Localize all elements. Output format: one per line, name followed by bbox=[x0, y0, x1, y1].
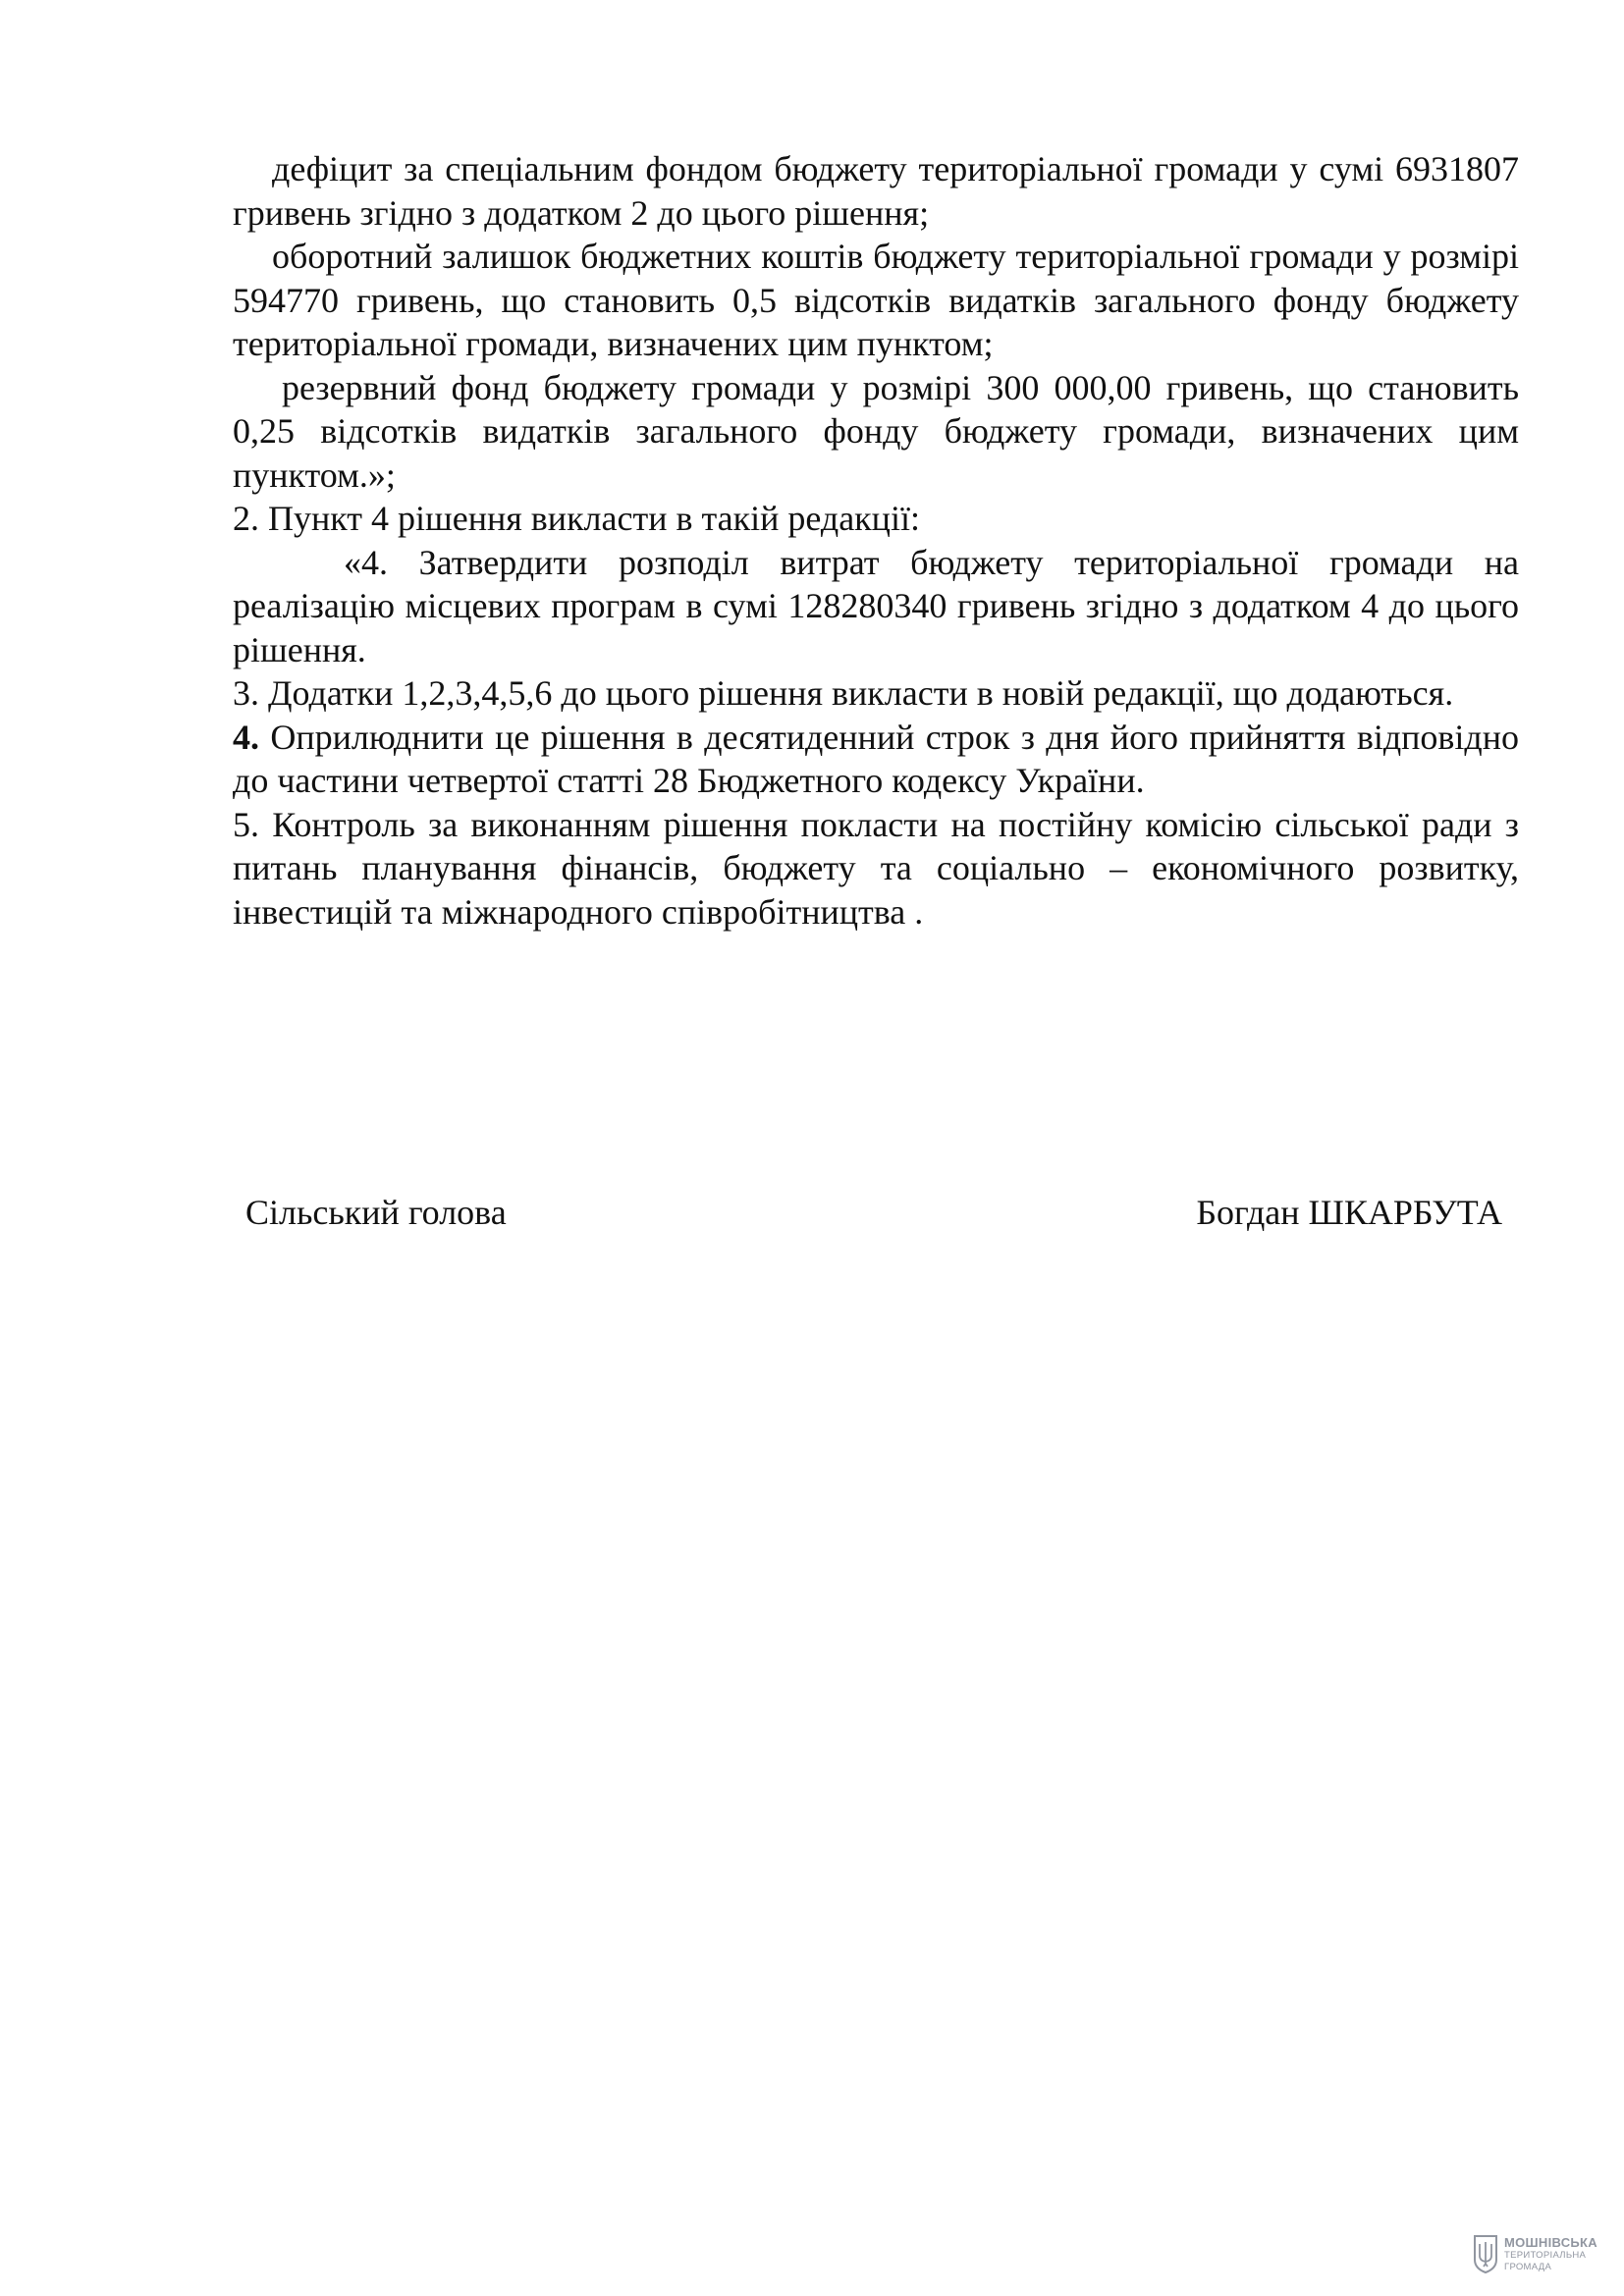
trident-emblem-icon bbox=[1473, 2234, 1498, 2273]
logo-text bbox=[1504, 2236, 1597, 2271]
paragraph-item-2: 2. Пункт 4 рішення викласти в такій редакції: bbox=[233, 499, 920, 538]
signature-name: Богдан ШКАРБУТА bbox=[1196, 1193, 1502, 1232]
paragraph-item-4 bbox=[233, 716, 1519, 803]
community-logo bbox=[1473, 2228, 1610, 2279]
paragraph-item-5: 5. Контроль за виконанням рішення покласти на постійну комісію сільської ради з питань планування фінансів, бюджету та соціально – економічного розвитку, інвестицій та міжнародного співробітництва . bbox=[233, 804, 1519, 932]
document-body bbox=[233, 147, 1519, 934]
item-4-number: 4. bbox=[233, 717, 259, 757]
signature-block bbox=[245, 1191, 1502, 1234]
logo-line-2: ТЕРИТОРІАЛЬНА bbox=[1504, 2250, 1587, 2261]
paragraph-reserve-fund: резервний фонд бюджету громади у розмірі 300 000,00 гривень, що становить 0,25 відсотків видатків загального фонду бюджету громади, визначених цим пунктом.»; bbox=[233, 367, 1519, 495]
paragraph-special-fund-deficit: дефіцит за спеціальним фондом бюджету територіальної громади у сумі 6931807 гривень згідно з додатком 2 до цього рішення; bbox=[233, 149, 1519, 233]
logo-line-1: МОШНІВСЬКА bbox=[1504, 2235, 1597, 2250]
item-4-text: Оприлюднити це рішення в десятиденний строк з дня його прийняття відповідно до частини четвертої статті 28 Бюджетного кодексу України. bbox=[233, 717, 1520, 800]
signature-title: Сільський голова bbox=[245, 1193, 507, 1232]
paragraph-working-balance: оборотний залишок бюджетних коштів бюджету територіальної громади у розмірі 594770 гривень, що становить 0,5 відсотків видатків загального фонду бюджету територіальної громади, визначених цим пунктом; bbox=[233, 237, 1519, 363]
logo-line-3: ГРОМАДА bbox=[1504, 2261, 1552, 2272]
paragraph-item-2-quote: «4. Затвердити розподіл витрат бюджету територіальної громади на реалізацію місцевих програм в сумі 128280340 гривень згідно з додатком 4 до цього рішення. bbox=[233, 542, 1519, 669]
paragraph-item-3: 3. Додатки 1,2,3,4,5,6 до цього рішення викласти в новій редакції, що додаються. bbox=[233, 673, 1454, 713]
